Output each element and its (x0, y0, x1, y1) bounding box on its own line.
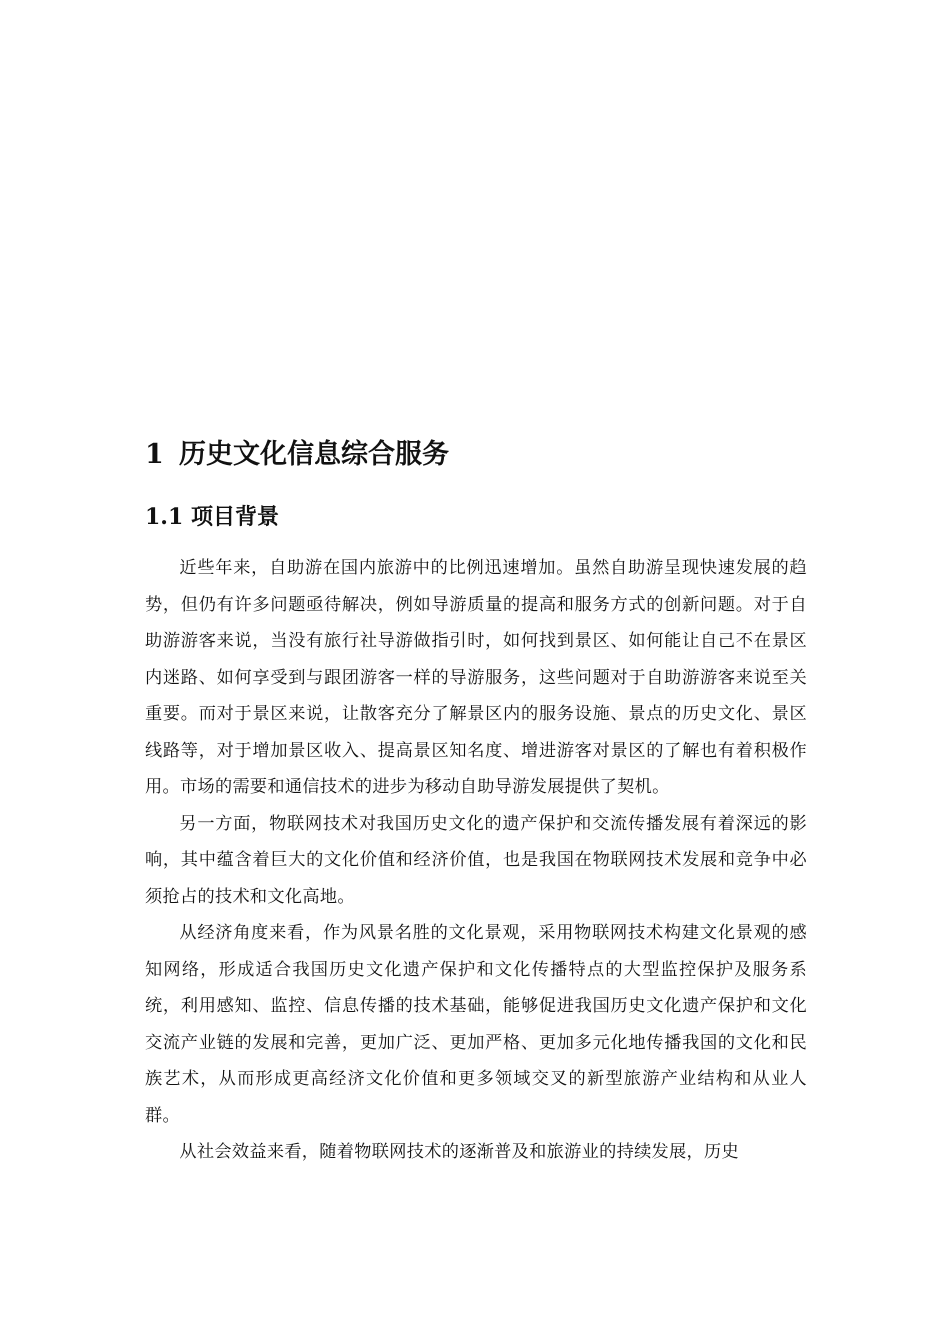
section-number: 1.1 (145, 504, 184, 530)
document-body (145, 432, 807, 1171)
paragraph: 另一方面，物联网技术对我国历史文化的遗产保护和交流传播发展有着深远的影响，其中蕴含着巨大的文化价值和经济价值，也是我国在物联网技术发展和竞争中必须抢占的技术和文化高地。 (145, 813, 807, 907)
chapter-number: 1 (145, 439, 164, 470)
paragraph: 从经济角度来看，作为风景名胜的文化景观，采用物联网技术构建文化景观的感知网络，形成适合我国历史文化遗产保护和文化传播特点的大型监控保护及服务系统，利用感知、监控、信息传播的技术基础，能够促进我国历史文化遗产保护和文化交流产业链的发展和完善，更加广泛、更加严格、更加多元化地传播我国的文化和民族艺术，从而形成更高经济文化价值和更多领域交叉的新型旅游产业结构和从业人群。 (145, 923, 807, 1126)
section-title: 项目背景 (191, 504, 280, 530)
section-heading (145, 498, 807, 536)
paragraph: 近些年来，自助游在国内旅游中的比例迅速增加。虽然自助游呈现快速发展的趋势，但仍有许多问题亟待解决，例如导游质量的提高和服务方式的创新问题。对于自助游游客来说，当没有旅行社导游做指引时，如何找到景区、如何能让自己不在景区内迷路、如何享受到与跟团游客一样的导游服务，这些问题对于自助游游客来说至关重要。而对于景区来说，让散客充分了解景区内的服务设施、景点的历史文化、景区线路等，对于增加景区收入、提高景区知名度、增进游客对景区的了解也有着积极作用。市场的需要和通信技术的进步为移动自助导游发展提供了契机。 (145, 558, 807, 797)
chapter-title: 历史文化信息综合服务 (179, 439, 449, 470)
paragraph: 从社会效益来看，随着物联网技术的逐渐普及和旅游业的持续发展，历史 (179, 1142, 739, 1162)
chapter-heading (145, 432, 807, 478)
